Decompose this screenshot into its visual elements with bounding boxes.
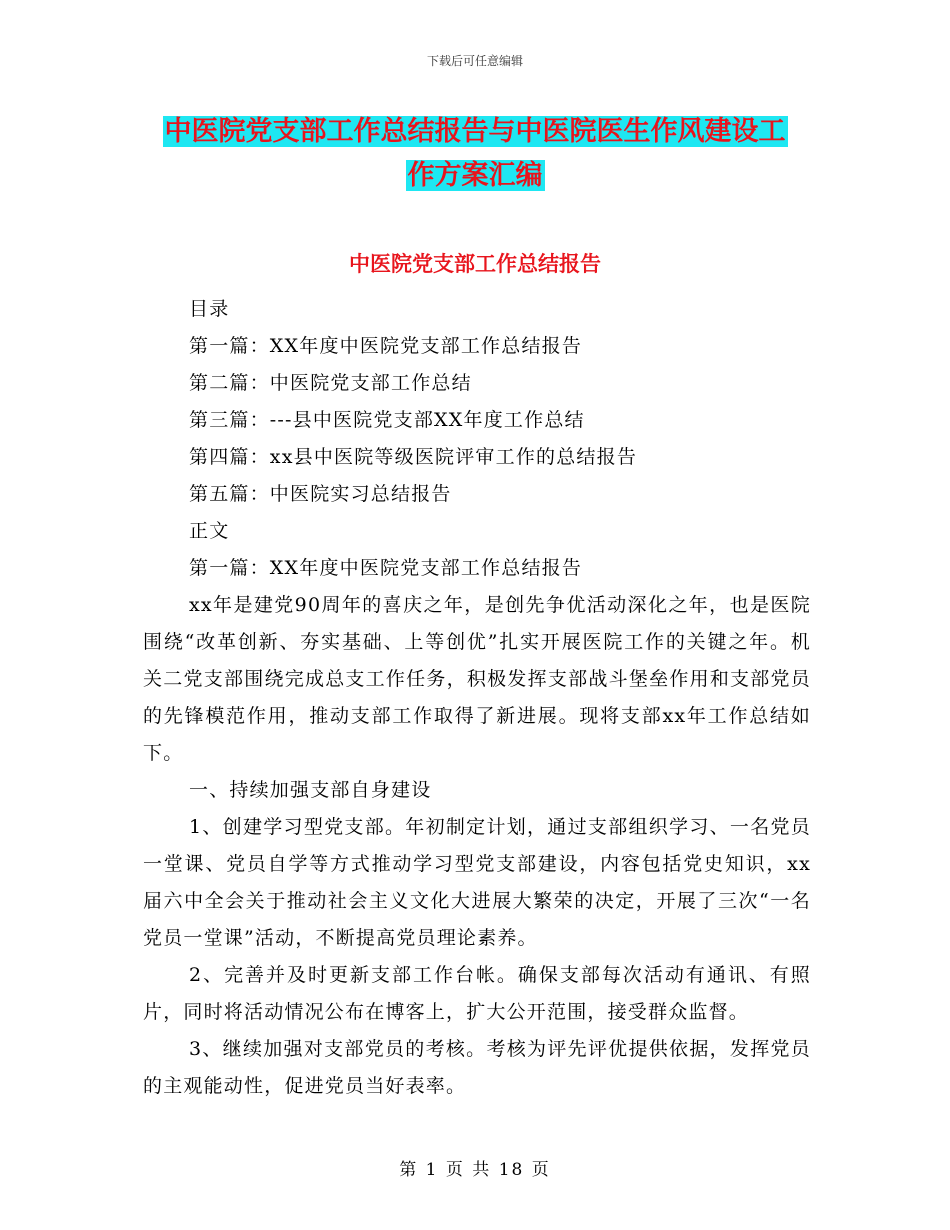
paragraph: 3、继续加强对支部党员的考核。考核为评先评优提供依据，发挥党员的主观能动性，促进党员当好表率。 [143,1038,811,1097]
section-heading: 一、持续加强支部自身建设 [189,779,432,801]
section-title: 中医院党支部工作总结报告 [349,251,601,276]
paragraph: 1、创建学习型党支部。年初制定计划，通过支部组织学习、一名党员一堂课、党员自学等方式推动学习型党支部建设，内容包括党史知识，xx届六中全会关于推动社会主义文化大进展大繁荣的决定，开展了三次“一名党员一堂课”活动，不断提高党员理论素养。 [143,816,811,949]
toc-item: 第二篇：中医院党支部工作总结 [189,372,472,394]
paragraph: 2、完善并及时更新支部工作台帐。确保支部每次活动有通讯、有照片，同时将活动情况公布在博客上，扩大公开范围，接受群众监督。 [143,964,811,1023]
toc-item: 第五篇：中医院实习总结报告 [189,483,452,505]
toc-item: 第四篇：xx县中医院等级医院评审工作的总结报告 [189,446,638,468]
paragraph: xx年是建党90周年的喜庆之年，是创先争优活动深化之年，也是医院围绕“改革创新、夯实基础、上等创优”扎实开展医院工作的关键之年。机关二党支部围绕完成总支工作任务，积极发挥支部战斗堡垒作用和支部党员的先锋模范作用，推动支部工作取得了新进展。现将支部xx年工作总结如下。 [143,594,811,764]
document-title-line-2: 作方案汇编 [407,160,543,191]
body-label: 正文 [189,520,230,542]
header-note: 下载后可任意编辑 [426,54,523,68]
page-footer: 第 1 页 共 18 页 [399,1160,551,1180]
toc-item: 第三篇：---县中医院党支部XX年度工作总结 [189,409,585,431]
document-title [0,110,950,198]
toc-item: 第一篇：XX年度中医院党支部工作总结报告 [189,335,583,357]
toc-label: 目录 [189,298,230,320]
document-body [143,291,811,1105]
document-title-line-1: 中医院党支部工作总结报告与中医院医生作风建设工 [164,116,786,147]
article-title: 第一篇：XX年度中医院党支部工作总结报告 [189,557,583,579]
